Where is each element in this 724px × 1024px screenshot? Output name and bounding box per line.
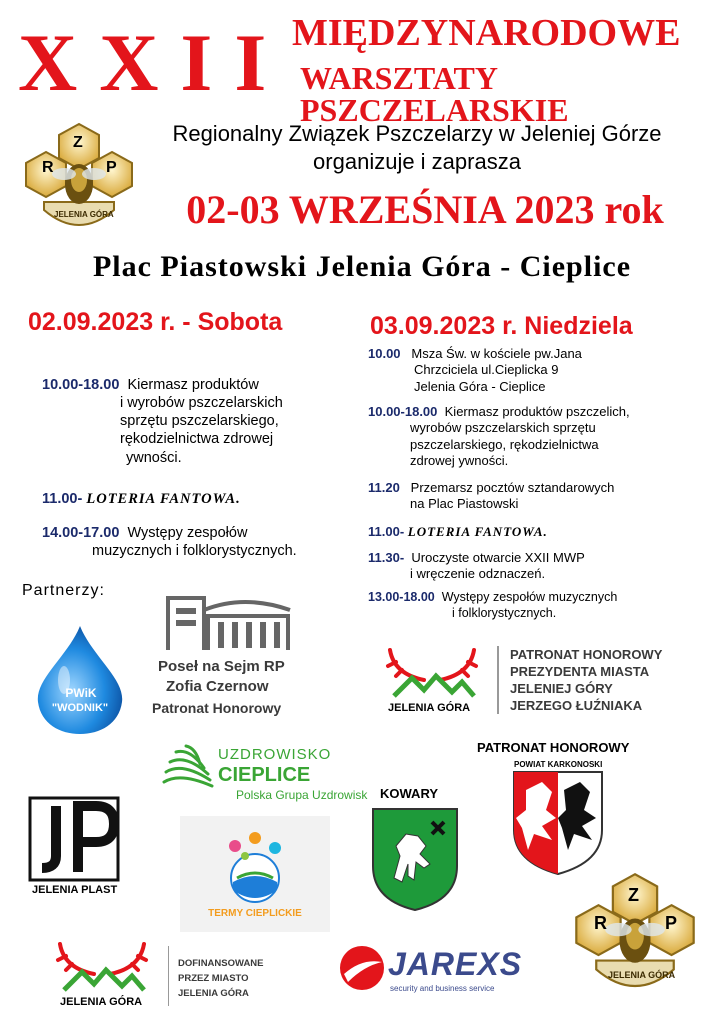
- patronat-honorowy-label: PATRONAT HONOROWY: [477, 740, 630, 755]
- event-time: 10.00-18.00: [42, 377, 120, 393]
- event-dates: 02-03 WRZEŚNIA 2023 rok: [186, 187, 664, 232]
- pwik-line1: PWiK: [65, 686, 97, 700]
- jelenia-gora-logo-bottom: [52, 938, 156, 1014]
- event-text: Przemarsz pocztów sztandarowych: [410, 480, 615, 495]
- jelenia-gora-logo: [382, 644, 482, 720]
- rzp-letter-r: R: [594, 913, 607, 933]
- uzdrowisko-line2: CIEPLICE: [218, 764, 311, 786]
- antlers-icon: [52, 938, 152, 992]
- jg-logo-text: JELENIA GÓRA: [388, 702, 471, 714]
- leaf-rays-icon: [160, 742, 218, 802]
- event-time: 11.30-: [368, 550, 405, 565]
- rzp-letter-r: R: [42, 159, 54, 176]
- jelenia-plast-logo: [26, 796, 126, 896]
- splash-icon: [215, 830, 295, 904]
- event-text: na Plac Piastowski: [410, 496, 519, 512]
- divider: [497, 646, 499, 714]
- antlers-icon: [382, 644, 482, 698]
- jg-patronat-text: [510, 646, 662, 714]
- sejm-building-icon: [162, 590, 294, 652]
- posel-line1: Poseł na Sejm RP: [158, 658, 285, 675]
- powiat-karkonoski-coat: [512, 760, 604, 876]
- title-line-2: WARSZTATY PSZCZELARSKIE: [300, 60, 569, 128]
- partners-label: Partnerzy:: [22, 582, 105, 599]
- uzdrowisko-cieplice-logo: [160, 742, 370, 806]
- event-time: 13.00-18.00: [368, 590, 435, 604]
- organizer-line-1: Regionalny Związek Pszczelarzy w Jeleniej Górze: [172, 121, 662, 146]
- event-text: rękodzielnictwa zdrowej: [120, 431, 274, 448]
- jg-patronat-line: PATRONAT HONOROWY: [510, 647, 663, 662]
- uzdrowisko-line3: Polska Grupa Uzdrowisk: [236, 788, 368, 802]
- organizer-line-2: organizuje i zaprasza: [313, 149, 521, 174]
- event-text: Msza Św. w kościele pw.Jana: [411, 346, 582, 361]
- rzp-letter-p: P: [106, 159, 117, 176]
- jp-monogram-icon: [26, 796, 126, 882]
- jarexs-logo: [338, 944, 538, 998]
- event-text: sprzętu pszczelarskiego,: [120, 413, 279, 430]
- kowary-coat: [370, 806, 460, 912]
- event-text: zdrowej ywności.: [410, 452, 509, 468]
- roman-numeral-title: XXII: [18, 17, 289, 108]
- event-text: Kiermasz produktów pszczelich,: [444, 404, 630, 419]
- event-text: Występy zespołów muzycznych: [441, 590, 618, 604]
- rzp-letter-p: P: [665, 913, 678, 933]
- pwik-line2: "WODNIK": [51, 702, 109, 714]
- event-text: Kiermasz produktów: [127, 377, 259, 393]
- event-time: 11.00-: [368, 524, 405, 539]
- event-text: Uroczyste otwarcie XXII MWP: [411, 550, 585, 565]
- day2-event-6: [368, 590, 617, 621]
- event-time: 11.00-: [42, 491, 83, 507]
- event-text: i wyrobów pszczelarskich: [120, 395, 283, 412]
- jg-patronat-line: JERZEGO ŁUŹNIAKA: [510, 698, 643, 713]
- jarexs-swoosh-icon: [338, 944, 386, 992]
- day1-heading: 02.09.2023 r. - Sobota: [28, 308, 283, 336]
- divider: [168, 946, 169, 1006]
- posel-line2: Zofia Czernow: [166, 678, 269, 695]
- uzdrowisko-line1: UZDROWISKO: [218, 746, 332, 763]
- day2-event-4: [368, 524, 548, 540]
- termy-label: TERMY CIEPLICKIE: [208, 908, 302, 919]
- rzp-letter-z: Z: [73, 134, 83, 151]
- event-time: 14.00-17.00: [42, 525, 120, 541]
- jarexs-tagline: security and business service: [390, 984, 495, 993]
- event-place: Plac Piastowski Jelenia Góra - Cieplice: [92, 250, 632, 283]
- event-text: Jelenia Góra - Cieplice: [414, 378, 546, 394]
- event-text: LOTERIA FANTOWA.: [86, 491, 241, 507]
- event-text: muzycznych i folklorystycznych.: [92, 543, 297, 560]
- event-text: ywności.: [126, 449, 182, 466]
- termy-cieplickie-logo: [180, 816, 330, 932]
- pwik-wodnik-logo: [30, 624, 130, 736]
- day1-event-1: [42, 376, 283, 467]
- rzp-logo-bottom: [574, 872, 696, 996]
- dofinansowane-line: DOFINANSOWANE: [178, 958, 264, 969]
- day2-event-3: [368, 480, 614, 513]
- event-text: Chrzciciela ul.Cieplicka 9: [414, 362, 559, 378]
- event-time: 11.20: [368, 480, 400, 495]
- jarexs-name: JAREXS: [388, 946, 523, 982]
- event-time: 10.00-18.00: [368, 404, 438, 419]
- day1-event-2: [42, 490, 241, 508]
- jg-patronat-line: JELENIEJ GÓRY: [510, 681, 613, 696]
- event-text: wyrobów pszczelarskich sprzętu: [410, 420, 596, 436]
- event-text: Występy zespołów: [127, 525, 248, 541]
- day1-event-3: [42, 524, 297, 560]
- eagle-shield-icon: [512, 770, 604, 876]
- jg-patronat-line: PREZYDENTA MIASTA: [510, 664, 650, 679]
- dofinansowane-text: [178, 956, 264, 1001]
- powiat-label: POWIAT KARKONOSKI: [514, 760, 603, 769]
- dofinansowane-line: PRZEZ MIASTO: [178, 973, 249, 984]
- posel-logo: [152, 588, 308, 728]
- event-text: i folklorystycznych.: [452, 605, 557, 620]
- kowary-label: KOWARY: [380, 786, 439, 801]
- dofinansowane-line: JELENIA GÓRA: [178, 988, 249, 999]
- rzp-logo: [24, 122, 134, 234]
- title-line-1: MIĘDZYNARODOWE: [292, 12, 681, 54]
- event-text: LOTERIA FANTOWA.: [407, 524, 548, 539]
- rzp-caption: JELENIA GÓRA: [54, 210, 114, 219]
- event-time: 10.00: [368, 346, 401, 361]
- jg-logo-text: JELENIA GÓRA: [60, 996, 143, 1008]
- day2-event-5: [368, 550, 585, 583]
- posel-line3: Patronat Honorowy: [152, 700, 282, 716]
- event-text: pszczelarskiego, rękodzielnictwa: [410, 436, 599, 452]
- day2-event-1: [368, 346, 582, 395]
- day2-heading: 03.09.2023 r. Niedziela: [370, 312, 633, 340]
- day2-event-2: [368, 404, 630, 469]
- jp-caption: JELENIA PLAST: [32, 884, 118, 896]
- rzp-caption: JELENIA GÓRA: [608, 970, 676, 980]
- event-text: i wręczenie odznaczeń.: [410, 566, 546, 582]
- rzp-letter-z: Z: [628, 885, 639, 905]
